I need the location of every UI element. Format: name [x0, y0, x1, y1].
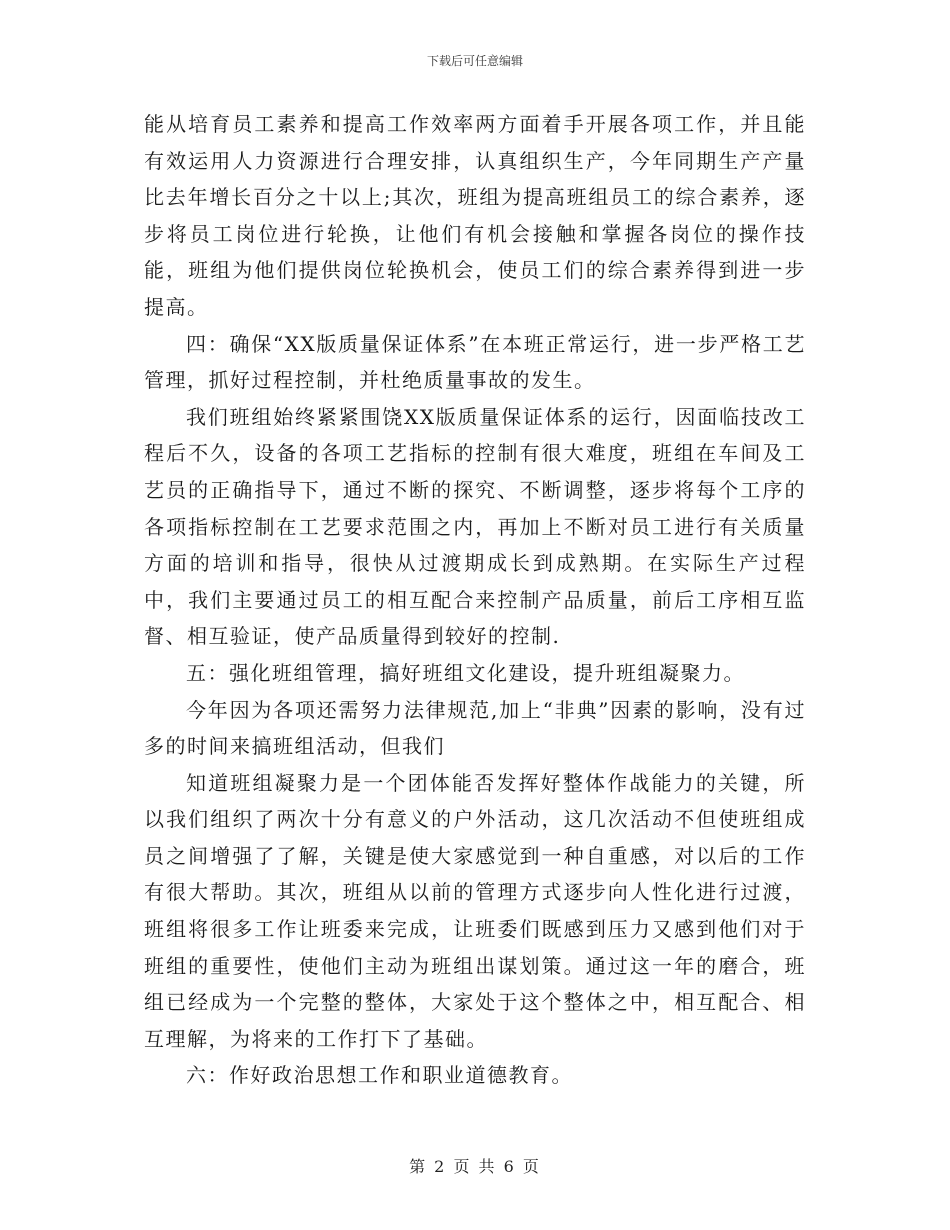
paragraph-2-section-four: 四：确保“XX版质量保证体系”在本班正常运行，进一步严格工艺管理，抓好过程控制，并杜绝质量事故的发生。	[144, 331, 806, 393]
paragraph-4-section-five: 五：强化班组管理，搞好班组文化建设，提升班组凝聚力。	[186, 660, 745, 685]
paragraph-6: 知道班组凝聚力是一个团体能否发挥好整体作战能力的关键，所以我们组织了两次十分有意义的户外活动，这几次活动不但使班组成员之间增强了了解，关键是使大家感觉到一种自重感，对以后的工作有很大帮助。其次，班组从以前的管理方式逐步向人性化进行过渡，班组将很多工作让班委来完成，让班委们既感到压力又感到他们对于班组的重要性，使他们主动为班组出谋划策。通过这一年的磨合，班组已经成为一个完整的整体，大家处于这个整体之中，相互配合、相互理解，为将来的工作打下了基础。	[144, 770, 806, 1051]
paragraph-5: 今年因为各项还需努力法律规范,加上“非典”因素的影响，没有过多的时间来搞班组活动，但我们	[144, 697, 806, 759]
page-number-footer: 第 2 页 共 6 页	[409, 1157, 541, 1176]
paragraph-3: 我们班组始终紧紧围饶XX版质量保证体系的运行，因面临技改工程后不久，设备的各项工艺指标的控制有很大难度，班组在车间及工艺员的正确指导下，通过不断的探究、不断调整，逐步将每个工序的各项指标控制在工艺要求范围之内，再加上不断对员工进行有关质量方面的培训和指导，很快从过渡期成长到成熟期。在实际生产过程中，我们主要通过员工的相互配合来控制产品质量，前后工序相互监督、相互验证，使产品质量得到较好的控制.	[144, 404, 806, 649]
paragraph-7-section-six: 六：作好政治思想工作和职业道德教育。	[186, 1063, 573, 1088]
page-header-note: 下载后可任意编辑	[426, 54, 523, 68]
document-body	[144, 106, 806, 1094]
paragraph-1: 能从培育员工素养和提高工作效率两方面着手开展各项工作，并且能有效运用人力资源进行合理安排，认真组织生产，今年同期生产产量比去年增长百分之十以上;其次，班组为提高班组员工的综合素养，逐步将员工岗位进行轮换，让他们有机会接触和掌握各岗位的操作技能，班组为他们提供岗位轮换机会，使员工们的综合素养得到进一步提高。	[144, 112, 806, 319]
